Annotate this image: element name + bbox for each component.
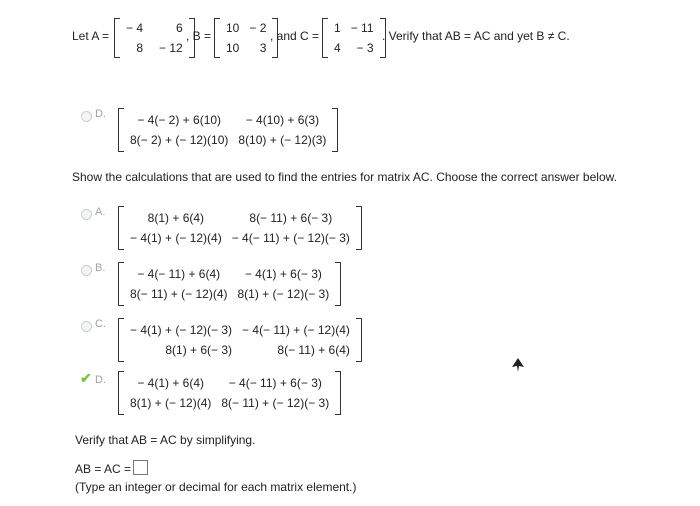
let-a-label: Let A = <box>72 29 110 43</box>
matrix-a <box>114 18 195 58</box>
prev-option-d-radio[interactable] <box>81 111 92 122</box>
matrix-a-cell: − 12 <box>159 41 183 55</box>
matrix-cell: 8(− 11) + (− 12)(− 3) <box>221 396 330 410</box>
matrix-cell: 8(1) + 6(4) <box>147 211 205 225</box>
matrix-cell: − 4(1) + (− 12)(− 3) <box>130 323 233 337</box>
matrix-cell: 8(− 2) + (− 12)(10) <box>130 133 229 147</box>
hint-text: (Type an integer or decimal for each matrix element.) <box>75 480 357 494</box>
option-d-matrix[interactable] <box>118 371 341 415</box>
prev-option-d-letter: D. <box>95 108 106 120</box>
mouse-cursor-icon <box>512 358 524 372</box>
matrix-cell: 8(− 11) + 6(4) <box>277 343 350 357</box>
prev-option-d-matrix <box>118 108 338 152</box>
option-d-letter: D. <box>95 374 106 386</box>
matrix-c-cell: 1 <box>334 21 341 35</box>
matrix-b-cell: 3 <box>259 41 267 55</box>
matrix-c-cell: − 3 <box>356 41 374 55</box>
matrix-cell: − 4(− 11) + (− 12)(− 3) <box>231 231 350 245</box>
matrix-c-cell: 4 <box>334 41 341 55</box>
matrix-c-cell: − 11 <box>350 21 374 35</box>
matrix-b-cell: 10 <box>226 41 240 55</box>
option-c-letter: C. <box>95 318 106 330</box>
option-a-letter: A. <box>95 206 106 218</box>
checkmark-icon: ✔ <box>80 370 92 386</box>
option-b-matrix[interactable] <box>118 262 341 306</box>
matrix-cell: − 4(− 11) + (− 12)(4) <box>242 323 350 337</box>
matrix-a-cell: − 4 <box>126 21 144 35</box>
matrix-cell: 8(1) + (− 12)(− 3) <box>237 287 330 301</box>
question-text: Show the calculations that are used to find the entries for matrix AC. Choose the correct answer below. <box>72 170 617 184</box>
matrix-cell: 8(10) + (− 12)(3) <box>238 133 327 147</box>
matrix-a-cell: 6 <box>176 21 183 35</box>
matrix-cell: 8(1) + 6(− 3) <box>165 343 233 357</box>
matrix-cell: − 4(10) + 6(3) <box>245 113 320 127</box>
matrix-b-cell: 10 <box>226 21 240 35</box>
matrix-b <box>214 18 278 58</box>
option-c-matrix[interactable] <box>118 318 362 362</box>
matrix-b-cell: − 2 <box>249 21 267 35</box>
matrix-cell: − 4(1) + (− 12)(4) <box>130 231 222 245</box>
answer-input[interactable] <box>133 460 148 475</box>
matrix-cell: 8(− 11) + 6(− 3) <box>249 211 333 225</box>
matrix-cell: − 4(− 2) + 6(10) <box>137 113 222 127</box>
verify-statement: . Verify that AB = AC and yet B ≠ C. <box>382 29 570 43</box>
answer-label: AB = AC = <box>75 462 132 476</box>
option-a-radio[interactable] <box>81 209 92 220</box>
c-label: , and C = <box>270 29 320 43</box>
matrix-cell: − 4(1) + 6(4) <box>137 376 205 390</box>
option-c-radio[interactable] <box>81 321 92 332</box>
matrix-a-cell: 8 <box>136 41 144 55</box>
option-b-radio[interactable] <box>81 265 92 276</box>
matrix-c <box>322 18 386 58</box>
matrix-cell: − 4(1) + 6(− 3) <box>244 267 322 281</box>
matrix-cell: − 4(− 11) + 6(4) <box>137 267 221 281</box>
simplify-instruction: Verify that AB = AC by simplifying. <box>75 433 256 447</box>
matrix-cell: 8(− 11) + (− 12)(4) <box>130 287 228 301</box>
b-label: , B = <box>186 29 212 43</box>
option-b-letter: B. <box>95 262 106 274</box>
matrix-cell: 8(1) + (− 12)(4) <box>130 396 212 410</box>
option-a-matrix[interactable] <box>118 206 362 250</box>
matrix-cell: − 4(− 11) + 6(− 3) <box>228 376 322 390</box>
